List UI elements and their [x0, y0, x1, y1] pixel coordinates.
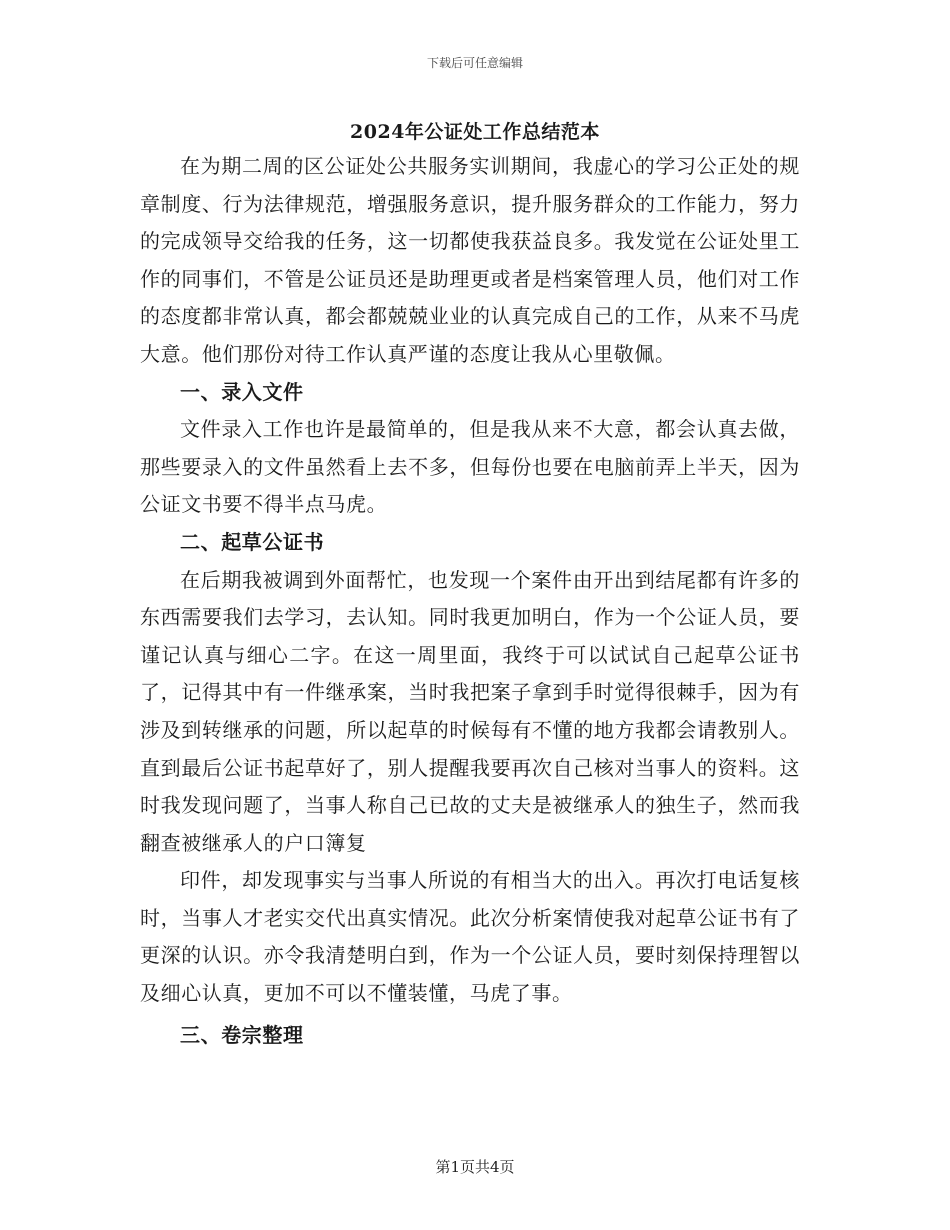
document-body — [140, 148, 800, 1054]
section-heading-draft-notarial: 二、起草公证书 — [180, 529, 325, 554]
document-title: 2024年公证处工作总结范本 — [350, 121, 600, 143]
section-paragraph: 在后期我被调到外面帮忙，也发现一个案件由开出到结尾都有许多的东西需要我们去学习，去认知。同时我更加明白，作为一个公证人员，要谨记认真与细心二字。在这一周里面，我终于可以试试自己起草公证书了，记得其中有一件继承案，当时我把案子拿到手时觉得很棘手，因为有涉及到转继承的问题，所以起草的时候每有不懂的地方我都会请教别人。直到最后公证书起草好了，别人提醒我要再次自己核对当事人的资料。这时我发现问题了，当事人称自己已故的丈夫是被继承人的独生子，然而我翻查被继承人的户口簿复 — [140, 567, 800, 855]
section-paragraph: 文件录入工作也许是最简单的，但是我从来不大意，都会认真去做，那些要录入的文件虽然看上去不多，但每份也要在电脑前弄上半天，因为公证文书要不得半点马虎。 — [140, 417, 800, 517]
section-paragraph: 印件，却发现事实与当事人所说的有相当大的出入。再次打电话复核时，当事人才老实交代出真实情况。此次分析案情使我对起草公证书有了更深的认识。亦令我清楚明白到，作为一个公证人员，要时刻保持理智以及细心认真，更加不可以不懂装懂，马虎了事。 — [140, 868, 800, 1006]
section-heading-file-archiving: 三、卷宗整理 — [180, 1022, 304, 1047]
intro-paragraph: 在为期二周的区公证处公共服务实训期间，我虚心的学习公正处的规章制度、行为法律规范，增强服务意识，提升服务群众的工作能力，努力的完成领导交给我的任务，这一切都使我获益良多。我发觉在公证处里工作的同事们，不管是公证员还是助理更或者是档案管理人员，他们对工作的态度都非常认真，都会都兢兢业业的认真完成自己的工作，从来不马虎大意。他们那份对待工作认真严谨的态度让我从心里敬佩。 — [140, 154, 800, 366]
section-heading-input-files: 一、录入文件 — [180, 379, 304, 404]
page-number-footer: 第1页共4页 — [435, 1158, 515, 1176]
page-header-note: 下载后可任意编辑 — [426, 56, 523, 70]
